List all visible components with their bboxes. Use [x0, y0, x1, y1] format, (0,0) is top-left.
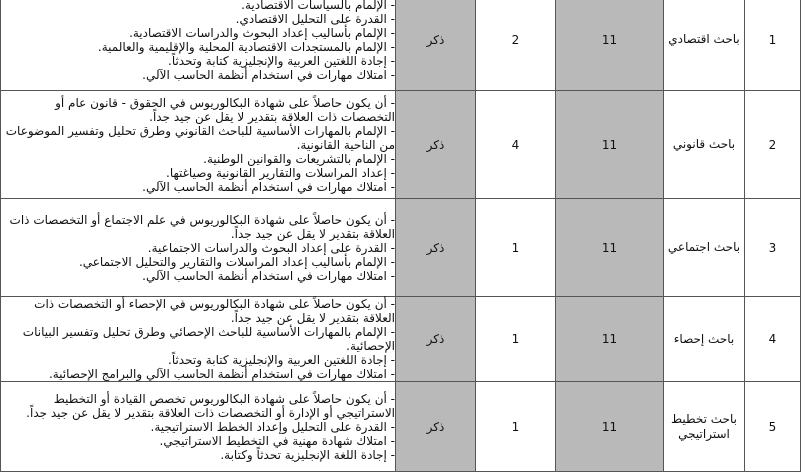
job-title: باحث تخطيط استراتيجي: [664, 382, 745, 472]
job-title: باحث اقتصادي: [664, 0, 745, 91]
requirement-item: - أن يكون حاصلاً على شهادة البكالوريوس في الحقوق - قانون عام أو التخصصات ذات العلاقة بتقدير لا يقل عن جيد جداً.: [1, 96, 395, 124]
table-row: [1, 297, 801, 382]
vacancy-count: 4: [476, 91, 556, 199]
row-number: 5: [745, 382, 801, 472]
row-number: 4: [745, 297, 801, 382]
requirement-item: - أن يكون حاصلاً على شهادة البكالوريوس في علم الاجتماع أو التخصصات ذات العلاقة بتقدير لا يقل عن جيد جداً.: [1, 213, 395, 241]
job-title: باحث إحصاء: [664, 297, 745, 382]
requirement-item: - الإلمام بالمهارات الأساسية للباحث القانوني وطرق تحليل وتفسير الموضوعات من الناحية القانونية.: [1, 124, 395, 152]
row-number: 1: [745, 0, 801, 91]
requirement-item: - امتلاك مهارات في استخدام أنظمة الحاسب الآلي.: [1, 180, 395, 194]
gender-cell: ذكر: [396, 91, 476, 199]
table-row: [1, 0, 801, 91]
requirements-list: [1, 213, 395, 283]
requirement-item: - الإلمام بالمستجدات الاقتصادية المحلية والإقليمية والعالمية.: [1, 40, 395, 54]
requirements-cell: [1, 0, 396, 91]
grade-cell: 11: [556, 297, 664, 382]
row-number: 3: [745, 199, 801, 297]
requirement-item: - القدرة على إعداد البحوث والدراسات الاجتماعية.: [1, 241, 395, 255]
vacancy-count: 1: [476, 199, 556, 297]
requirement-item: - القدرة على التحليل الاقتصادي.: [1, 12, 395, 26]
grade-cell: 11: [556, 91, 664, 199]
requirement-item: - إجادة اللغتين العربية والإنجليزية كتابة وتحدثاً.: [1, 54, 395, 68]
requirement-item: - امتلاك مهارات في استخدام أنظمة الحاسب الآلي.: [1, 269, 395, 283]
requirement-item: - الإلمام بالسياسات الاقتصادية.: [1, 0, 395, 12]
requirement-item: - إعداد المراسلات والتقارير القانونية وصياغتها.: [1, 166, 395, 180]
requirement-item: - امتلاك شهادة مهنية في التخطيط الاستراتيجي.: [1, 434, 395, 448]
vacancy-count: 1: [476, 382, 556, 472]
job-title: باحث اجتماعي: [664, 199, 745, 297]
gender-cell: ذكر: [396, 382, 476, 472]
requirement-item: - إجادة اللغتين العربية والإنجليزية كتابة وتحدثاً.: [1, 353, 395, 367]
gender-cell: ذكر: [396, 199, 476, 297]
row-number: 2: [745, 91, 801, 199]
grade-cell: 11: [556, 199, 664, 297]
requirement-item: - القدرة على التحليل وإعداد الخطط الاستراتيجية.: [1, 420, 395, 434]
vacancy-count: 1: [476, 297, 556, 382]
table-row: [1, 91, 801, 199]
requirements-list: [1, 297, 395, 381]
grade-cell: 11: [556, 382, 664, 472]
table-row: [1, 382, 801, 472]
requirements-list: [1, 96, 395, 194]
requirements-cell: [1, 199, 396, 297]
requirement-item: - امتلاك مهارات في استخدام أنظمة الحاسب الآلي.: [1, 68, 395, 82]
gender-cell: ذكر: [396, 297, 476, 382]
requirement-item: - إجادة اللغة الإنجليزية تحدثاً وكتابة.: [1, 448, 395, 462]
job-title: باحث قانوني: [664, 91, 745, 199]
requirements-cell: [1, 91, 396, 199]
requirement-item: - أن يكون حاصلاً على شهادة البكالوريوس تخصص القيادة أو التخطيط الاستراتيجي أو الإدارة أو التخصصات ذات العلاقة بتقدير لا يقل عن جيد جداً.: [1, 392, 395, 420]
vacancy-count: 2: [476, 0, 556, 91]
requirement-item: - الإلمام بالمهارات الأساسية للباحث الإحصائي وطرق تحليل وتفسير البيانات الإحصائية.: [1, 325, 395, 353]
requirement-item: - امتلاك مهارات في استخدام أنظمة الحاسب الآلي والبرامج الإحصائية.: [1, 367, 395, 381]
requirement-item: - الإلمام بأساليب إعداد المراسلات والتقارير والتحليل الاجتماعي.: [1, 255, 395, 269]
table-row: [1, 199, 801, 297]
gender-cell: ذكر: [396, 0, 476, 91]
requirement-item: - أن يكون حاصلاً على شهادة البكالوريوس في الإحصاء أو التخصصات ذات العلاقة بتقدير لا يقل عن جيد جداً.: [1, 297, 395, 325]
requirements-cell: [1, 382, 396, 472]
requirements-list: [1, 392, 395, 462]
requirement-item: - الإلمام بأساليب إعداد البحوث والدراسات الاقتصادية.: [1, 26, 395, 40]
grade-cell: 11: [556, 0, 664, 91]
requirements-cell: [1, 297, 396, 382]
requirement-item: - الإلمام بالتشريعات والقوانين الوطنية.: [1, 152, 395, 166]
requirements-list: [1, 0, 395, 82]
